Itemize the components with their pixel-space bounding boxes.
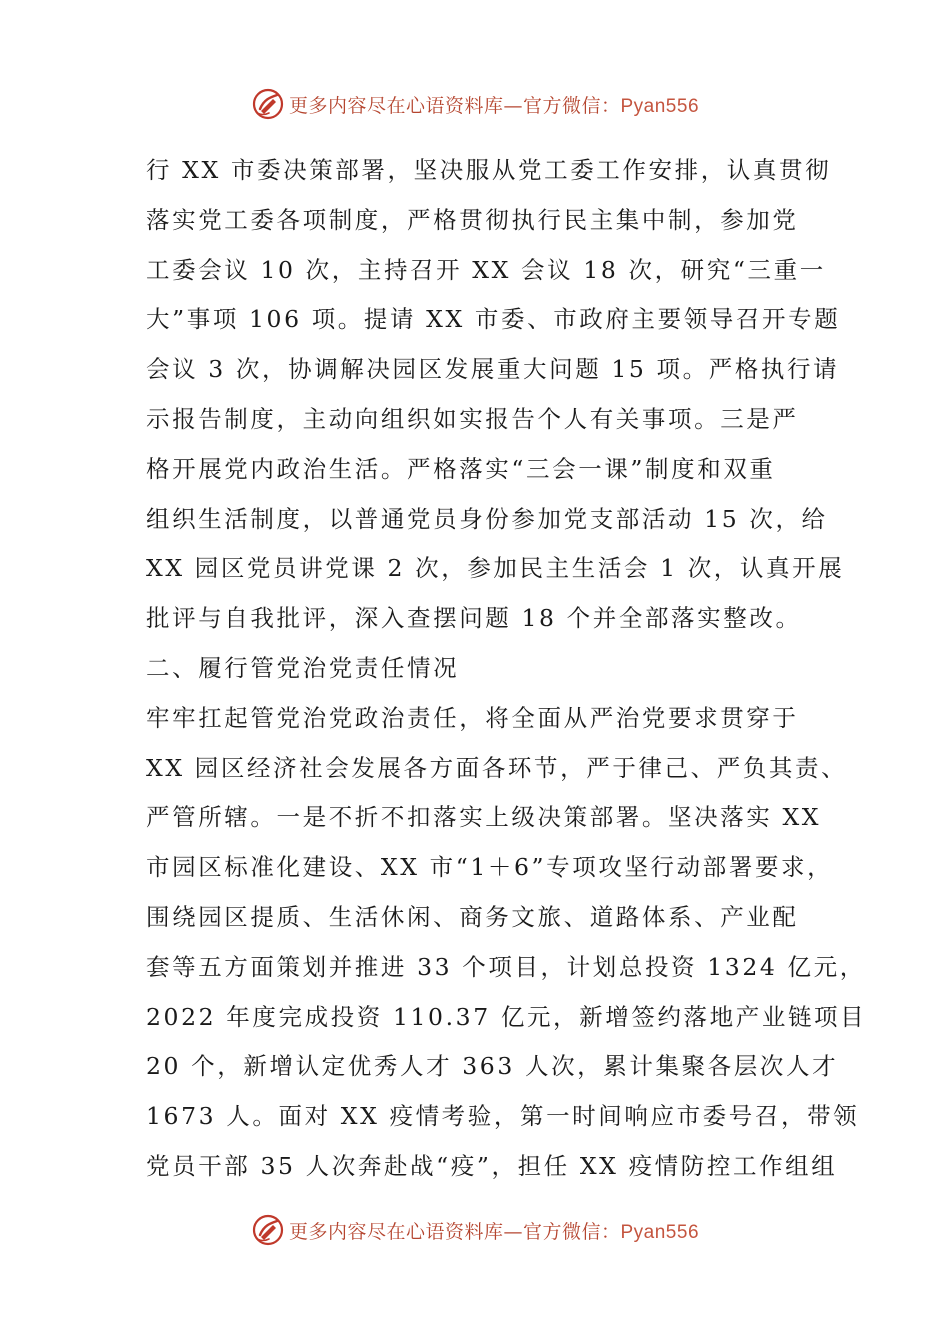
body-line: 工委会议 10 次，主持召开 XX 会议 18 次，研究“三重一 bbox=[146, 255, 826, 284]
watermark-text: 更多内容尽在心语资料库—官方微信：Pyan556 bbox=[288, 94, 700, 117]
body-line: XX 园区经济社会发展各方面各环节，严于律己、严负其责、 bbox=[146, 753, 848, 782]
pen-swirl-logo-icon bbox=[251, 1213, 285, 1247]
body-line: 格开展党内政治生活。严格落实“三会一课”制度和双重 bbox=[146, 454, 776, 483]
body-line: 会议 3 次，协调解决园区发展重大问题 15 项。严格执行请 bbox=[146, 355, 840, 384]
body-line: 批评与自我批评，深入查摆问题 18 个并全部落实整改。 bbox=[146, 604, 802, 633]
body-line: 大”事项 106 项。提请 XX 市委、市政府主要领导召开专题 bbox=[146, 305, 841, 334]
header-watermark bbox=[0, 84, 950, 124]
pen-swirl-logo-icon bbox=[251, 87, 285, 121]
footer-watermark bbox=[0, 1210, 950, 1250]
body-line: 严管所辖。一是不折不扣落实上级决策部署。坚决落实 XX bbox=[146, 803, 822, 832]
body-line: 市园区标准化建设、XX 市“1＋6”专项攻坚行动部署要求， bbox=[146, 853, 834, 882]
body-line: XX 园区党员讲党课 2 次，参加民主生活会 1 次，认真开展 bbox=[146, 554, 845, 583]
section-heading: 二、履行管党治党责任情况 bbox=[146, 653, 460, 682]
body-line: 组织生活制度，以普通党员身份参加党支部活动 15 次，给 bbox=[146, 504, 828, 533]
body-line: 落实党工委各项制度，严格贯彻执行民主集中制，参加党 bbox=[146, 205, 799, 234]
body-line: 围绕园区提质、生活休闲、商务文旅、道路体系、产业配 bbox=[146, 902, 799, 931]
body-line: 行 XX 市委决策部署，坚决服从党工委工作安排，认真贯彻 bbox=[146, 156, 832, 184]
watermark-text: 更多内容尽在心语资料库—官方微信：Pyan556 bbox=[288, 1220, 700, 1243]
body-line: 2022 年度完成投资 110.37 亿元，新增签约落地产业链项目 bbox=[146, 1002, 867, 1031]
body-line: 1673 人。面对 XX 疫情考验，第一时间响应市委号召，带领 bbox=[146, 1102, 860, 1131]
document-body bbox=[146, 146, 867, 1192]
body-line: 牢牢扛起管党治党政治责任，将全面从严治党要求贯穿于 bbox=[146, 703, 799, 732]
body-line: 示报告制度，主动向组织如实报告个人有关事项。三是严 bbox=[146, 404, 799, 433]
body-line: 党员干部 35 人次奔赴战“疫”，担任 XX 疫情防控工作组组 bbox=[146, 1151, 838, 1180]
body-line: 套等五方面策划并推进 33 个项目，计划总投资 1324 亿元， bbox=[146, 952, 866, 981]
body-line: 20 个，新增认定优秀人才 363 人次，累计集聚各层次人才 bbox=[146, 1052, 839, 1081]
